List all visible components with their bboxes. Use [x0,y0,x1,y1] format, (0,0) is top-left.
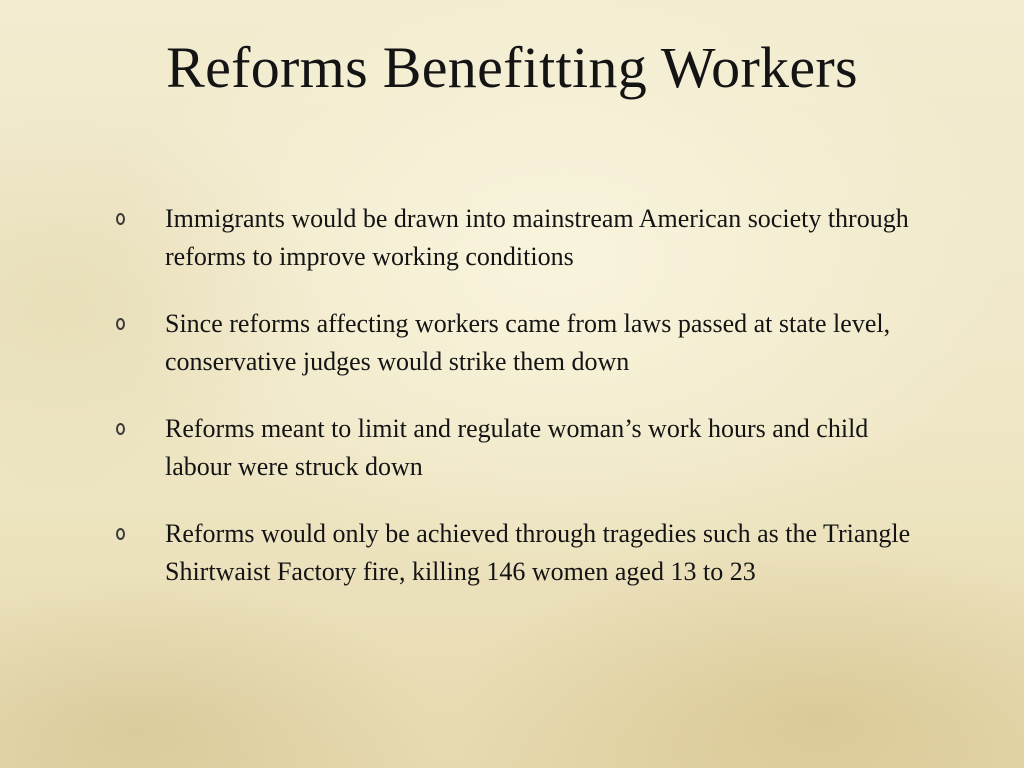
slide-title: Reforms Benefitting Workers [166,35,858,100]
bullet-text: Since reforms affecting workers came from laws passed at state level, conservative judges would strike them down [165,309,891,376]
hollow-circle-bullet-icon [116,213,125,225]
bullet-item [112,200,912,276]
bullet-item [112,515,912,591]
hollow-circle-bullet-icon [116,528,125,540]
bullet-text: Reforms meant to limit and regulate woman’s work hours and child labour were struck down [165,414,869,481]
bullet-item [112,305,912,381]
hollow-circle-bullet-icon [116,318,125,330]
bullet-list [112,200,912,620]
bullet-text: Reforms would only be achieved through tragedies such as the Triangle Shirtwaist Factory fire, killing 146 women aged 13 to 23 [165,519,911,586]
hollow-circle-bullet-icon [116,423,125,435]
bullet-item [112,410,912,486]
bullet-text: Immigrants would be drawn into mainstream American society through reforms to improve working conditions [165,204,909,271]
